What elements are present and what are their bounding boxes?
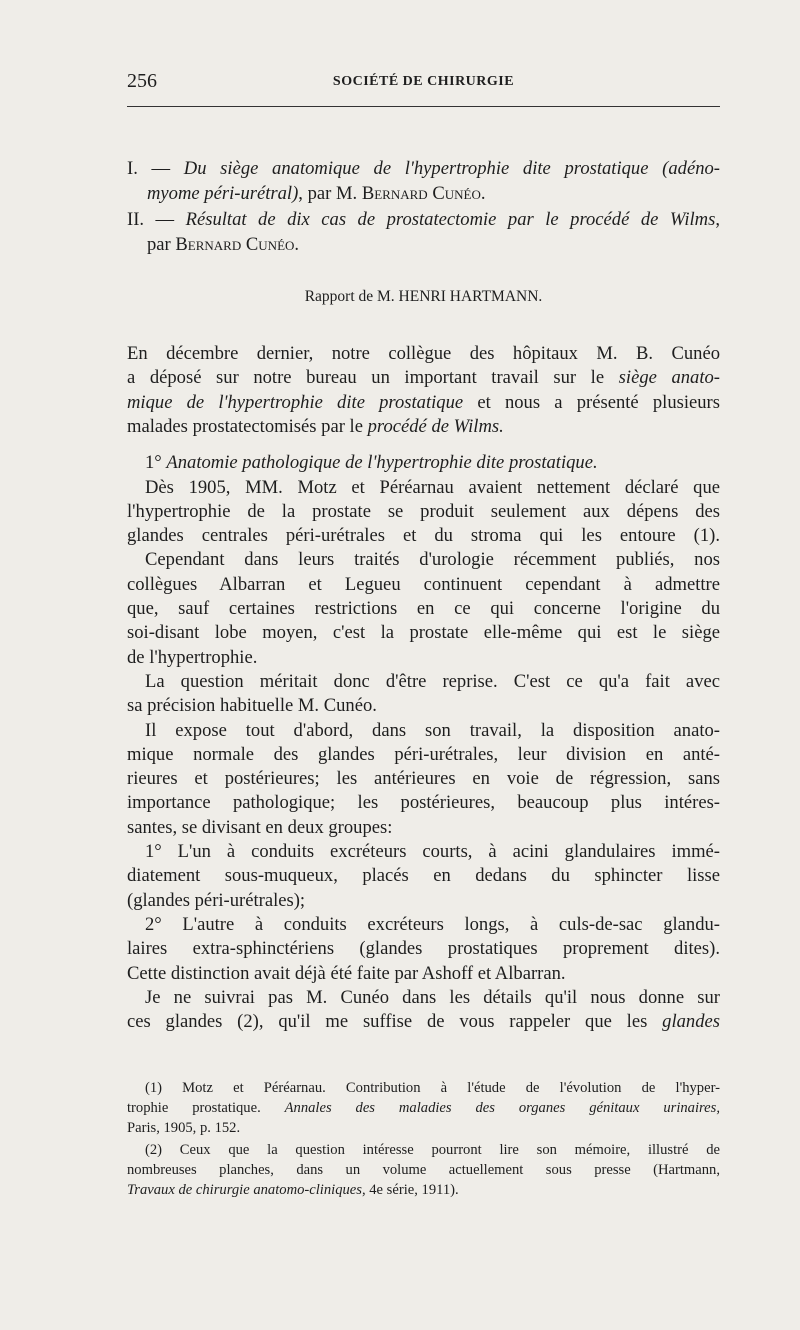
title-line (127, 208, 720, 232)
body-line (127, 670, 720, 694)
text-run: Annales des maladies des organes génitaux urinaires, (284, 1100, 720, 1116)
body-line (127, 694, 720, 718)
text-run: Dès 1905, MM. Motz et Péréarnau avaient nettement déclaré que (145, 477, 720, 498)
page-number: 256 (127, 70, 157, 92)
body-line (127, 986, 720, 1010)
text-run: , par M. (298, 183, 362, 204)
body-line (127, 391, 720, 415)
footnote-line (127, 1181, 720, 1200)
footnote-line (127, 1119, 720, 1138)
text-run: Résultat de dix cas de prostatectomie par le procédé de Wilms (185, 209, 716, 230)
text-run: 1° L'un à conduits excréteurs courts, à acini glandulaires immé- (145, 841, 720, 862)
text-run: I. — (127, 158, 184, 179)
text-run: 1° (145, 452, 167, 473)
text-run: nombreuses planches, dans un volume actuellement sous presse (Hartmann, (127, 1162, 720, 1178)
body-line (127, 646, 720, 670)
title-line (127, 157, 720, 181)
text-run: II. — (127, 209, 186, 230)
text-run: Paris, 1905, p. 152. (127, 1120, 241, 1136)
text-run: Cependant dans leurs traités d'urologie récemment publiés, nos (145, 549, 720, 570)
text-run: myome péri-urétral) (147, 183, 299, 204)
body-line (127, 415, 720, 439)
footnote-line (127, 1079, 720, 1098)
text-run: et nous a présenté plusieurs (463, 392, 720, 413)
body-line (127, 791, 720, 815)
text-run: (1) Motz et Péréarnau. Contribution à l'étude de l'évolution de l'hyper- (145, 1080, 720, 1096)
report-attribution: Rapport de M. HENRI HARTMANN. (304, 288, 543, 305)
text-run: La question méritait donc d'être reprise. C'est ce qu'a fait avec (145, 671, 720, 692)
text-run: de l'hypertrophie. (127, 647, 258, 668)
body-line (127, 524, 720, 548)
text-run: procédé de Wilms. (367, 416, 504, 437)
body-line (127, 1010, 720, 1034)
title-line (127, 182, 720, 206)
text-run: malades prostatectomisés par le (127, 416, 368, 437)
journal-title: SOCIÉTÉ DE CHIRURGIE (332, 74, 515, 89)
body-line (127, 573, 720, 597)
body-line (127, 597, 720, 621)
text-run: Bernard Cunéo (361, 183, 481, 204)
title-line (127, 233, 720, 257)
text-run: mique normale des glandes péri-urétrales, leur division en anté- (127, 744, 720, 765)
text-run: Cette distinction avait déjà été faite par Ashoff et Albarran. (127, 963, 566, 984)
text-run: Je ne suivrai pas M. Cunéo dans les détails qu'il nous donne sur (145, 987, 720, 1008)
text-run: laires extra-sphinctériens (glandes prostatiques proprement dites). (127, 938, 720, 959)
text-run: a déposé sur notre bureau un important travail sur le (127, 367, 619, 388)
body-line (127, 816, 720, 840)
text-run: ces glandes (2), qu'il me suffise de vous rappeler que les (127, 1011, 663, 1032)
text-run: Travaux de chirurgie anatomo-cliniques (127, 1182, 362, 1198)
text-run: mique de l'hypertrophie dite prostatique (127, 392, 464, 413)
text-run: l'hypertrophie de la prostate se produit seulement aux dépens des (127, 501, 720, 522)
body-line (127, 719, 720, 743)
text-run: (2) Ceux que la question intéresse pourront lire son mémoire, illustré de (145, 1142, 720, 1158)
text-run: soi-disant lobe moyen, c'est la prostate elle-même qui est le siège (127, 622, 720, 643)
text-run: diatement sous-muqueux, placés en dedans du sphincter lisse (127, 865, 720, 886)
body-line (127, 962, 720, 986)
text-run: , 4e série, 1911). (361, 1182, 459, 1198)
body-line (127, 864, 720, 888)
text-run: que, sauf certaines restrictions en ce qui concerne l'origine du (127, 598, 720, 619)
body-line (127, 840, 720, 864)
body-line (127, 889, 720, 913)
body-line (127, 767, 720, 791)
text-run: santes, se divisant en deux groupes: (127, 817, 393, 838)
text-run: importance pathologique; les postérieures, beaucoup plus intéres- (127, 792, 720, 813)
text-run: par (147, 234, 176, 255)
running-head (127, 70, 720, 98)
text-run: , (715, 209, 720, 230)
text-run: siège anato- (618, 367, 720, 388)
text-run: glandes (662, 1011, 720, 1032)
body-line (127, 913, 720, 937)
text-run: glandes centrales péri-urétrales et du stroma qui les entoure (1). (127, 525, 720, 546)
body-line (127, 743, 720, 767)
footnote-line (127, 1099, 720, 1118)
text-run: rieures et postérieures; les antérieures en voie de régression, sans (127, 768, 720, 789)
text-run: En décembre dernier, notre collègue des hôpitaux M. B. Cunéo (127, 343, 720, 364)
body-line (127, 451, 720, 475)
text-run: Anatomie pathologique de l'hypertrophie dite prostatique. (166, 452, 598, 473)
text-run: . (480, 183, 486, 204)
text-run: . (294, 234, 300, 255)
text-run: Du siège anatomique de l'hypertrophie dite prostatique (adéno- (183, 158, 720, 179)
footnote-line (127, 1161, 720, 1180)
text-run: Il expose tout d'abord, dans son travail, la disposition anato- (145, 720, 720, 741)
text-run: sa précision habituelle M. Cunéo. (127, 695, 377, 716)
text-run: trophie prostatique. (127, 1100, 285, 1116)
body-line (127, 621, 720, 645)
text-run: 2° L'autre à conduits excréteurs longs, à culs-de-sac glandu- (145, 914, 720, 935)
text-run: collègues Albarran et Legueu continuent cependant à admettre (127, 574, 720, 595)
text-run: Bernard Cunéo (175, 234, 295, 255)
body-line (127, 937, 720, 961)
body-line (127, 476, 720, 500)
footnote-line (127, 1141, 720, 1160)
header-rule (127, 106, 720, 107)
body-line (127, 548, 720, 572)
body-line (127, 342, 720, 366)
body-line (127, 366, 720, 390)
body-line (127, 500, 720, 524)
text-run: (glandes péri-urétrales); (127, 890, 306, 911)
